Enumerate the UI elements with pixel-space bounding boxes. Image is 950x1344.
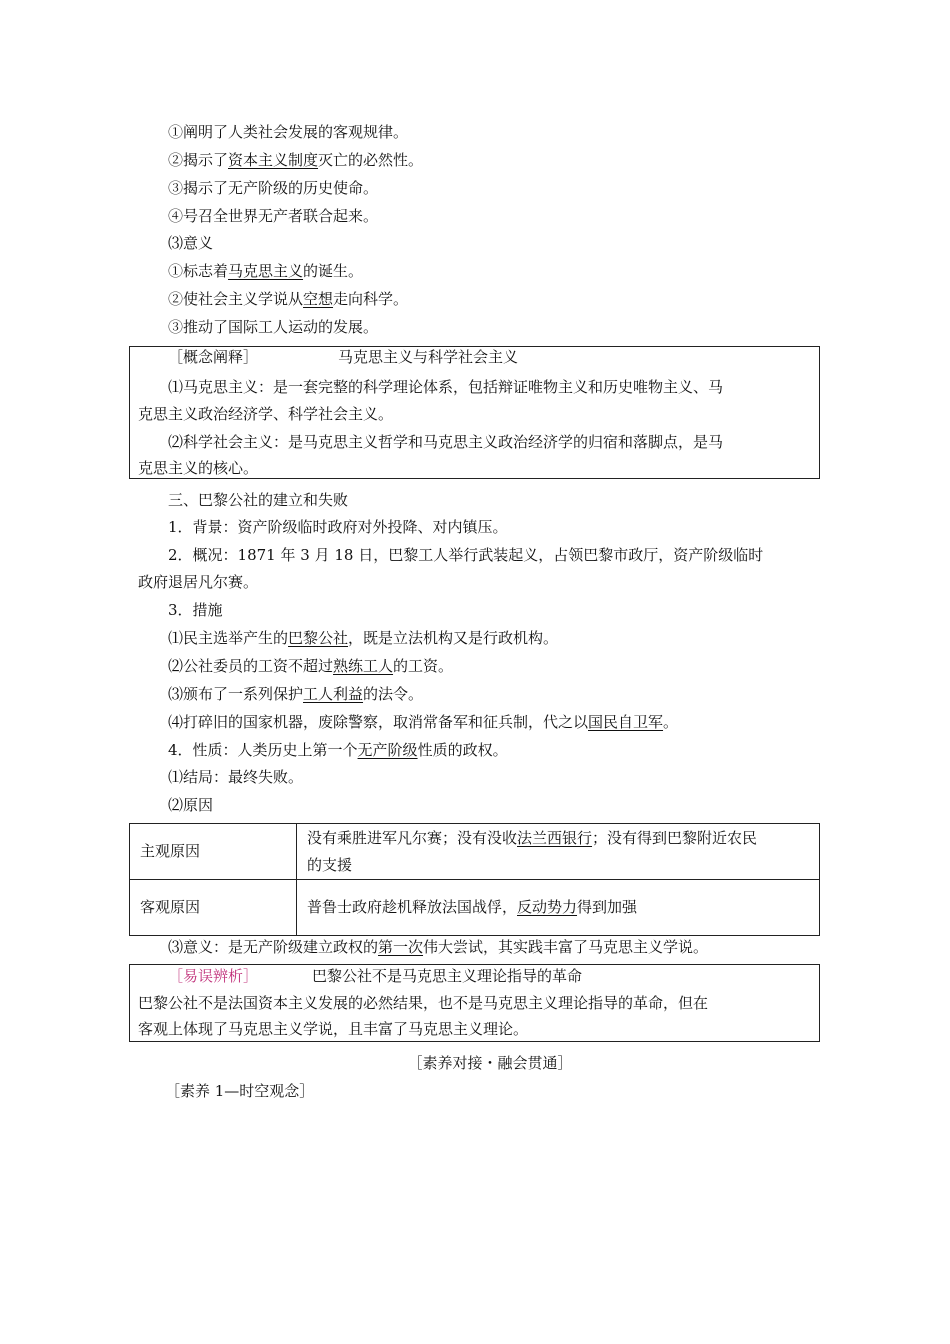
text-line: ⑶颁布了一系列保护工人利益的法令。 [168, 685, 424, 703]
text-line: ②使社会主义学说从空想走向科学。 [168, 290, 409, 308]
error-analysis-box [129, 964, 820, 1042]
error-tag: ［易误辨析］ [168, 967, 259, 985]
concept-box [129, 346, 820, 479]
concept-tag: ［概念阐释］ [168, 348, 259, 366]
table-cell-value: 没有乘胜进军凡尔赛；没有没收法兰西银行；没有得到巴黎附近农民 的支援 [297, 824, 820, 880]
reasons-table [129, 823, 820, 936]
text-line: ①阐明了人类社会发展的客观规律。 [168, 123, 409, 141]
text-line: 政府退居凡尔赛。 [138, 573, 259, 591]
table-row [130, 880, 820, 936]
table-cell-label: 主观原因 [130, 824, 297, 880]
table-cell-value: 普鲁士政府趁机释放法国战俘，反动势力得到加强 [297, 880, 820, 936]
text-line: ③揭示了无产阶级的历史使命。 [168, 179, 379, 197]
text-line: ①标志着马克思主义的诞生。 [168, 262, 364, 280]
text-line: 4．性质：人类历史上第一个无产阶级性质的政权。 [168, 741, 508, 759]
section-heading: ⑶意义 [168, 234, 214, 252]
text-line: ②揭示了资本主义制度灭亡的必然性。 [168, 151, 424, 169]
section-footer-title: ［素养对接・融会贯通］ [407, 1054, 573, 1072]
text-line: ⑵公社委员的工资不超过熟练工人的工资。 [168, 657, 454, 675]
text-line: ③推动了国际工人运动的发展。 [168, 318, 379, 336]
text-line: 巴黎公社不是法国资本主义发展的必然结果，也不是马克思主义理论指导的革命，但在 [138, 994, 709, 1012]
subsection-tag: ［素养 1—时空观念］ [165, 1082, 315, 1100]
text-line: 克思主义政治经济学、科学社会主义。 [138, 405, 394, 423]
text-line: 2．概况：1871 年 3 月 18 日，巴黎工人举行武装起义，占领巴黎市政厅，资产阶级临时 [168, 546, 764, 564]
table-cell-label: 客观原因 [130, 880, 297, 936]
text-line: ⑴马克思主义：是一套完整的科学理论体系，包括辩证唯物主义和历史唯物主义、马 [168, 378, 724, 396]
text-line: 3．措施 [168, 601, 223, 619]
text-line: 1．背景：资产阶级临时政府对外投降、对内镇压。 [168, 518, 508, 536]
text-line: ④号召全世界无产者联合起来。 [168, 207, 379, 225]
text-line: 客观上体现了马克思主义学说，且丰富了马克思主义理论。 [138, 1020, 529, 1038]
text-line: ⑴结局：最终失败。 [168, 768, 304, 786]
table-row [130, 824, 820, 880]
text-line: ⑷打碎旧的国家机器，废除警察，取消常备军和征兵制，代之以国民自卫军。 [168, 713, 679, 731]
text-line: ⑶意义：是无产阶级建立政权的第一次伟大尝试，其实践丰富了马克思主义学说。 [168, 938, 709, 956]
text-line: ⑵科学社会主义：是马克思主义哲学和马克思主义政治经济学的归宿和落脚点，是马 [168, 433, 724, 451]
error-title: 巴黎公社不是马克思主义理论指导的革命 [312, 967, 583, 985]
text-line: ⑵原因 [168, 796, 214, 814]
text-line: 克思主义的核心。 [138, 459, 259, 477]
section-heading: 三、巴黎公社的建立和失败 [168, 491, 349, 509]
concept-title: 马克思主义与科学社会主义 [338, 348, 519, 366]
text-line: ⑴民主选举产生的巴黎公社，既是立法机构又是行政机构。 [168, 629, 559, 647]
